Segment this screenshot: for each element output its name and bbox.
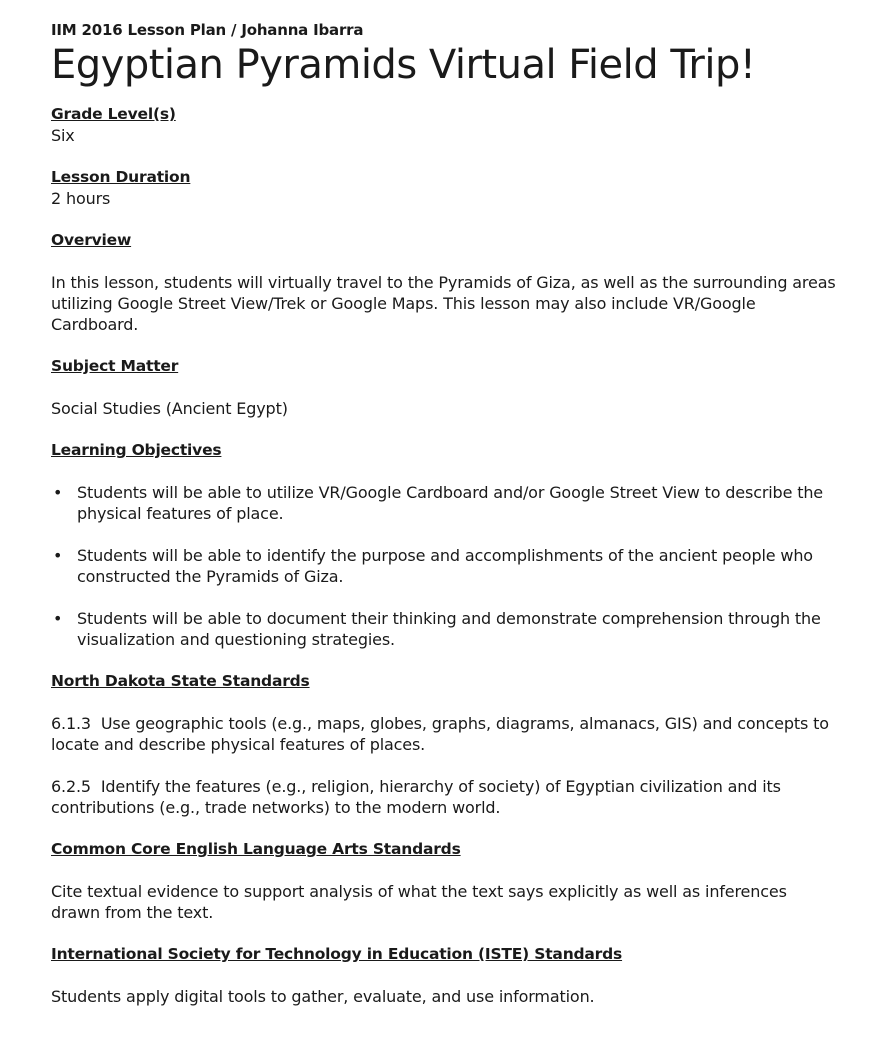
iste-section — [51, 944, 839, 1007]
subject-text: Social Studies (Ancient Egypt) — [51, 399, 288, 418]
iste-text: Students apply digital tools to gather, evaluate, and use information. — [51, 987, 595, 1006]
nd-standards-section — [51, 671, 839, 818]
grade-section — [51, 104, 839, 146]
overview-section — [51, 230, 839, 335]
document-title: Egyptian Pyramids Virtual Field Trip! — [51, 42, 756, 88]
objectives-heading: Learning Objectives — [51, 441, 222, 459]
subject-section — [51, 356, 839, 419]
document-header: IIM 2016 Lesson Plan / Johanna Ibarra — [51, 21, 364, 39]
ccss-text: Cite textual evidence to support analysis of what the text says explicitly as well as inferences drawn from the text. — [51, 882, 787, 922]
overview-text: In this lesson, students will virtually travel to the Pyramids of Giza, as well as the surrounding areas utilizing Google Street View/Trek or Google Maps. This lesson may also include VR/Google Cardboard. — [51, 273, 836, 334]
objectives-section — [51, 440, 839, 650]
objective-item: • Students will be able to utilize VR/Google Cardboard and/or Google Street View to describe the physical features of place. — [51, 482, 839, 524]
grade-text: Six — [51, 126, 75, 145]
subject-heading: Subject Matter — [51, 357, 179, 375]
objective-item: • Students will be able to identify the purpose and accomplishments of the ancient people who constructed the Pyramids of Giza. — [51, 545, 839, 587]
nd-standard-item: 6.2.5 Identify the features (e.g., religion, hierarchy of society) of Egyptian civilization and its contributions (e.g., trade networks) to the modern world. — [51, 777, 786, 817]
grade-heading: Grade Level(s) — [51, 105, 176, 123]
nd-standards-heading: North Dakota State Standards — [51, 672, 310, 690]
nd-standard-item: 6.1.3 Use geographic tools (e.g., maps, globes, graphs, diagrams, almanacs, GIS) and concepts to locate and describe physical features of places. — [51, 714, 834, 754]
duration-section — [51, 167, 839, 209]
ccss-section — [51, 839, 839, 923]
objective-item: • Students will be able to document their thinking and demonstrate comprehension through the visualization and questioning strategies. — [51, 608, 839, 650]
duration-text: 2 hours — [51, 189, 111, 208]
objectives-list — [51, 482, 839, 650]
overview-heading: Overview — [51, 231, 132, 249]
iste-heading: International Society for Technology in Education (ISTE) Standards — [51, 945, 623, 963]
ccss-heading: Common Core English Language Arts Standards — [51, 840, 461, 858]
duration-heading: Lesson Duration — [51, 168, 191, 186]
